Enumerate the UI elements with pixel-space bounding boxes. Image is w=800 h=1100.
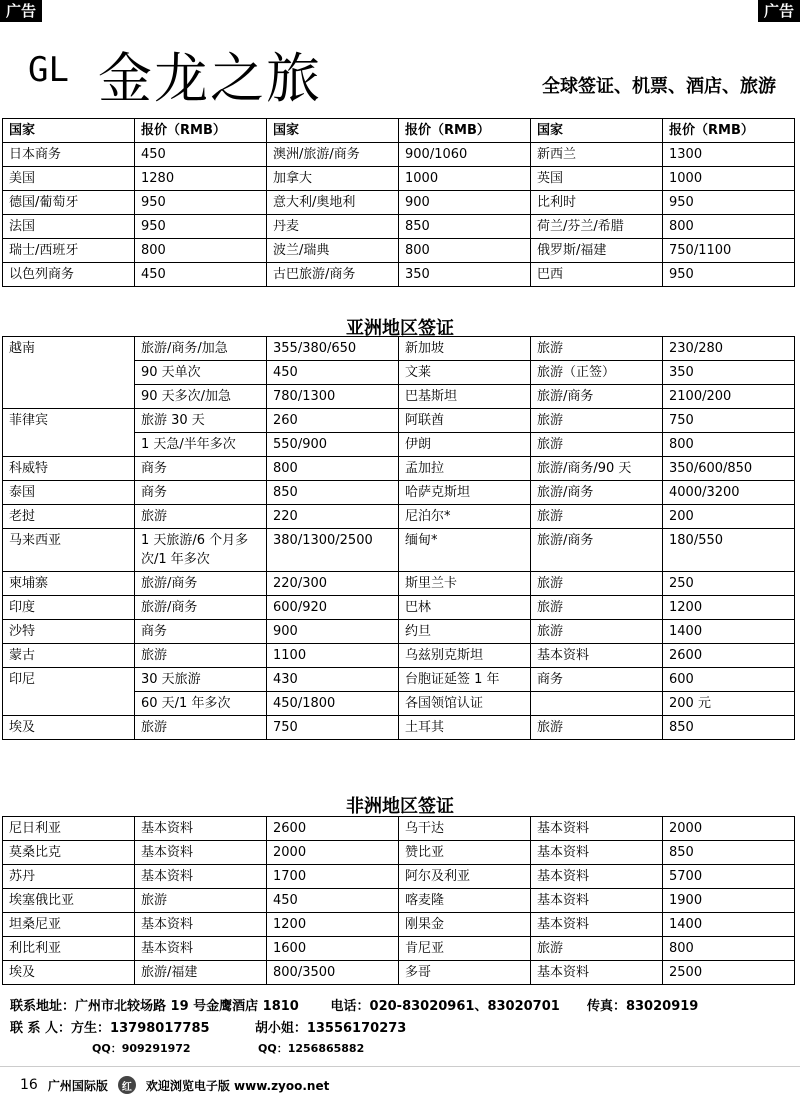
- table-cell: 2600: [267, 817, 399, 841]
- table-cell: 肯尼亚: [399, 937, 531, 961]
- qq-1: QQ：909291972: [92, 1042, 191, 1055]
- table-cell: 旅游: [135, 889, 267, 913]
- table-cell: 1100: [267, 644, 399, 668]
- table-cell: 商务: [135, 620, 267, 644]
- table-row: [3, 167, 795, 191]
- table-row: [3, 239, 795, 263]
- table-cell: 约旦: [399, 620, 531, 644]
- table-cell: 斯里兰卡: [399, 572, 531, 596]
- table-row: [3, 668, 795, 692]
- table-row: [3, 817, 795, 841]
- table-cell: 赞比亚: [399, 841, 531, 865]
- website-link[interactable]: 欢迎浏览电子版 www.zyoo.net: [145, 1078, 330, 1093]
- table-cell: 5700: [663, 865, 795, 889]
- table-cell: 菲律宾: [3, 409, 135, 457]
- table-cell: 220: [267, 505, 399, 529]
- table-cell: 基本资料: [531, 865, 663, 889]
- table-row: [3, 889, 795, 913]
- table-cell: 450: [267, 889, 399, 913]
- table-cell: 阿联酋: [399, 409, 531, 433]
- table-cell: 旅游: [531, 937, 663, 961]
- table-cell: 950: [663, 191, 795, 215]
- table-cell: 旅游/商务: [531, 481, 663, 505]
- table-cell: 哈萨克斯坦: [399, 481, 531, 505]
- header: [24, 34, 784, 110]
- table-row: [3, 191, 795, 215]
- contact-fax: 传真：83020919: [586, 999, 699, 1014]
- table-cell: 新西兰: [531, 143, 663, 167]
- table-cell: 土耳其: [399, 716, 531, 740]
- table-cell: 2600: [663, 644, 795, 668]
- table-cell: 1400: [663, 620, 795, 644]
- table-cell: 澳洲/旅游/商务: [267, 143, 399, 167]
- table-cell: 180/550: [663, 529, 795, 572]
- table-cell: 喀麦隆: [399, 889, 531, 913]
- table-cell: 750: [663, 409, 795, 433]
- brand-name: 金龙之旅: [98, 47, 322, 110]
- table-cell: 800: [663, 433, 795, 457]
- table-cell: 1000: [399, 167, 531, 191]
- table-cell: 旅游: [531, 596, 663, 620]
- table-cell: 850: [267, 481, 399, 505]
- table-cell: 文莱: [399, 361, 531, 385]
- table-cell: 俄罗斯/福建: [531, 239, 663, 263]
- table-cell: 800: [399, 239, 531, 263]
- table-cell: 基本资料: [135, 937, 267, 961]
- table-cell: 350/600/850: [663, 457, 795, 481]
- table-cell: 丹麦: [267, 215, 399, 239]
- table-cell: 伊朗: [399, 433, 531, 457]
- table-cell: 乌兹别克斯坦: [399, 644, 531, 668]
- table-cell: 基本资料: [531, 913, 663, 937]
- table-cell: 以色列商务: [3, 263, 135, 287]
- table-cell: 900: [399, 191, 531, 215]
- header-cell: 报价（RMB）: [399, 119, 531, 143]
- table-cell: 尼日利亚: [3, 817, 135, 841]
- table-cell: 缅甸*: [399, 529, 531, 572]
- table-cell: 1900: [663, 889, 795, 913]
- table-cell: 德国/葡萄牙: [3, 191, 135, 215]
- page-number: 16: [20, 1077, 38, 1093]
- table-cell: 430: [267, 668, 399, 692]
- table-cell: 2000: [663, 817, 795, 841]
- table-row: [3, 716, 795, 740]
- table-row: [3, 529, 795, 572]
- table-cell: 旅游: [531, 572, 663, 596]
- table-cell: 1280: [135, 167, 267, 191]
- table-cell: 90 天单次: [135, 361, 267, 385]
- table-cell: 600: [663, 668, 795, 692]
- table-cell: 瑞士/西班牙: [3, 239, 135, 263]
- table-cell: 古巴旅游/商务: [267, 263, 399, 287]
- table-cell: 60 天/1 年多次: [135, 692, 267, 716]
- asia-visa-table: [2, 336, 795, 740]
- table-cell: 900/1060: [399, 143, 531, 167]
- table-row: [3, 596, 795, 620]
- table-cell: 90 天多次/加急: [135, 385, 267, 409]
- table-cell: 埃及: [3, 716, 135, 740]
- contact-person: 联 系 人：方生：13798017785: [10, 1021, 210, 1036]
- table-cell: 1300: [663, 143, 795, 167]
- table-cell: 450: [135, 263, 267, 287]
- table-cell: 2000: [267, 841, 399, 865]
- table-cell: 坦桑尼亚: [3, 913, 135, 937]
- table-cell: 600/920: [267, 596, 399, 620]
- table-cell: 旅游: [135, 505, 267, 529]
- table-cell: 孟加拉: [399, 457, 531, 481]
- table-cell: 苏丹: [3, 865, 135, 889]
- contact-info: [10, 996, 698, 1040]
- magazine-name: 广州国际版: [47, 1078, 108, 1093]
- contact-person2: 胡小姐：13556170273: [254, 1021, 407, 1036]
- table-cell: 850: [399, 215, 531, 239]
- table-cell: 950: [135, 215, 267, 239]
- table-cell: 4000/3200: [663, 481, 795, 505]
- table-cell: 1600: [267, 937, 399, 961]
- table-cell: 旅游: [531, 620, 663, 644]
- brand-gl: GL: [28, 50, 69, 90]
- table-cell: 800: [267, 457, 399, 481]
- table-cell: 2500: [663, 961, 795, 985]
- table-cell: 850: [663, 841, 795, 865]
- header-cell: 国家: [3, 119, 135, 143]
- table-cell: 蒙古: [3, 644, 135, 668]
- table-row: [3, 913, 795, 937]
- table-row: [3, 457, 795, 481]
- table-cell: 商务: [135, 481, 267, 505]
- qq-2: QQ：1256865882: [258, 1042, 365, 1055]
- table-cell: 950: [135, 191, 267, 215]
- header-cell: 国家: [531, 119, 663, 143]
- table-row: [3, 937, 795, 961]
- contact-address: 联系地址：广州市北较场路 19 号金鹰酒店 1810: [10, 999, 299, 1014]
- table-cell: 巴林: [399, 596, 531, 620]
- table-cell: 刚果金: [399, 913, 531, 937]
- table-cell: 旅游/商务/90 天: [531, 457, 663, 481]
- table-cell: 印尼: [3, 668, 135, 716]
- table-cell: [531, 692, 663, 716]
- table-cell: 旅游/商务: [135, 572, 267, 596]
- table-row: [3, 409, 795, 433]
- table-row: [3, 865, 795, 889]
- table-cell: 230/280: [663, 337, 795, 361]
- table-cell: 450: [135, 143, 267, 167]
- price-table: [2, 118, 795, 287]
- table-row: [3, 644, 795, 668]
- ad-label-right: 广告: [758, 0, 800, 22]
- table-cell: 旅游: [531, 409, 663, 433]
- table-row: [3, 263, 795, 287]
- table-cell: 基本资料: [531, 817, 663, 841]
- table-cell: 旅游: [531, 433, 663, 457]
- table-cell: 旅游/福建: [135, 961, 267, 985]
- table-cell: 旅游: [531, 716, 663, 740]
- table-cell: 1000: [663, 167, 795, 191]
- table-cell: 老挝: [3, 505, 135, 529]
- table-cell: 550/900: [267, 433, 399, 457]
- table-cell: 越南: [3, 337, 135, 409]
- table-cell: 各国领馆认证: [399, 692, 531, 716]
- africa-title: 非洲地区签证: [346, 796, 454, 817]
- table-row: [3, 961, 795, 985]
- table-cell: 850: [663, 716, 795, 740]
- table-cell: 基本资料: [531, 961, 663, 985]
- table-cell: 900: [267, 620, 399, 644]
- tagline: 全球签证、机票、酒店、旅游: [542, 76, 776, 97]
- table-cell: 1 天旅游/6 个月多次/1 年多次: [135, 529, 267, 572]
- table-cell: 800: [135, 239, 267, 263]
- table-cell: 商务: [531, 668, 663, 692]
- table-row: [3, 620, 795, 644]
- table-cell: 基本资料: [531, 644, 663, 668]
- ad-label-left: 广告: [0, 0, 42, 22]
- table-cell: 泰国: [3, 481, 135, 505]
- table-header-row: [3, 119, 795, 143]
- table-cell: 350: [399, 263, 531, 287]
- table-cell: 意大利/奥地利: [267, 191, 399, 215]
- table-cell: 巴基斯坦: [399, 385, 531, 409]
- table-cell: 商务: [135, 457, 267, 481]
- table-cell: 旅游（正签）: [531, 361, 663, 385]
- table-row: [3, 215, 795, 239]
- table-cell: 350: [663, 361, 795, 385]
- table-cell: 2100/200: [663, 385, 795, 409]
- table-cell: 1200: [267, 913, 399, 937]
- table-cell: 380/1300/2500: [267, 529, 399, 572]
- footer-divider: [0, 1066, 800, 1067]
- table-cell: 260: [267, 409, 399, 433]
- header-cell: 报价（RMB）: [663, 119, 795, 143]
- table-cell: 多哥: [399, 961, 531, 985]
- table-cell: 台胞证延签 1 年: [399, 668, 531, 692]
- africa-visa-table: [2, 816, 795, 985]
- table-cell: 旅游: [531, 505, 663, 529]
- table-cell: 基本资料: [135, 817, 267, 841]
- table-cell: 基本资料: [531, 841, 663, 865]
- table-cell: 800/3500: [267, 961, 399, 985]
- table-cell: 基本资料: [135, 841, 267, 865]
- table-cell: 旅游: [135, 644, 267, 668]
- table-cell: 柬埔寨: [3, 572, 135, 596]
- asia-title: 亚洲地区签证: [346, 318, 454, 339]
- contact-phone: 电话：020-83020961、83020701: [330, 999, 560, 1014]
- table-cell: 450: [267, 361, 399, 385]
- table-cell: 马来西亚: [3, 529, 135, 572]
- table-cell: 沙特: [3, 620, 135, 644]
- table-cell: 780/1300: [267, 385, 399, 409]
- table-cell: 尼泊尔*: [399, 505, 531, 529]
- table-cell: 英国: [531, 167, 663, 191]
- table-cell: 加拿大: [267, 167, 399, 191]
- table-cell: 基本资料: [135, 913, 267, 937]
- table-cell: 1700: [267, 865, 399, 889]
- table-cell: 250: [663, 572, 795, 596]
- magazine-logo: 红: [118, 1076, 136, 1094]
- table-row: [3, 143, 795, 167]
- table-cell: 旅游: [135, 716, 267, 740]
- table-cell: 800: [663, 937, 795, 961]
- table-row: [3, 481, 795, 505]
- table-row: [3, 505, 795, 529]
- table-cell: 1 天急/半年多次: [135, 433, 267, 457]
- table-cell: 750: [267, 716, 399, 740]
- table-cell: 旅游 30 天: [135, 409, 267, 433]
- table-cell: 基本资料: [531, 889, 663, 913]
- table-cell: 30 天旅游: [135, 668, 267, 692]
- table-cell: 日本商务: [3, 143, 135, 167]
- table-cell: 利比利亚: [3, 937, 135, 961]
- table-cell: 波兰/瑞典: [267, 239, 399, 263]
- table-cell: 印度: [3, 596, 135, 620]
- table-row: [3, 841, 795, 865]
- header-cell: 报价（RMB）: [135, 119, 267, 143]
- table-cell: 比利时: [531, 191, 663, 215]
- table-cell: 旅游/商务: [135, 596, 267, 620]
- table-cell: 埃塞俄比亚: [3, 889, 135, 913]
- table-cell: 科威特: [3, 457, 135, 481]
- table-cell: 旅游: [531, 337, 663, 361]
- table-cell: 莫桑比克: [3, 841, 135, 865]
- table-cell: 1400: [663, 913, 795, 937]
- table-cell: 200: [663, 505, 795, 529]
- table-cell: 950: [663, 263, 795, 287]
- table-cell: 埃及: [3, 961, 135, 985]
- table-cell: 乌干达: [399, 817, 531, 841]
- table-cell: 旅游/商务: [531, 385, 663, 409]
- footer: [20, 1076, 329, 1094]
- header-cell: 国家: [267, 119, 399, 143]
- table-cell: 法国: [3, 215, 135, 239]
- table-cell: 巴西: [531, 263, 663, 287]
- table-row: [3, 572, 795, 596]
- table-cell: 800: [663, 215, 795, 239]
- table-row: [3, 337, 795, 361]
- table-cell: 旅游/商务/加急: [135, 337, 267, 361]
- table-cell: 新加坡: [399, 337, 531, 361]
- table-cell: 1200: [663, 596, 795, 620]
- table-cell: 旅游/商务: [531, 529, 663, 572]
- table-cell: 基本资料: [135, 865, 267, 889]
- table-cell: 220/300: [267, 572, 399, 596]
- table-cell: 美国: [3, 167, 135, 191]
- table-cell: 200 元: [663, 692, 795, 716]
- table-cell: 荷兰/芬兰/希腊: [531, 215, 663, 239]
- table-cell: 阿尔及利亚: [399, 865, 531, 889]
- table-cell: 750/1100: [663, 239, 795, 263]
- table-cell: 355/380/650: [267, 337, 399, 361]
- table-cell: 450/1800: [267, 692, 399, 716]
